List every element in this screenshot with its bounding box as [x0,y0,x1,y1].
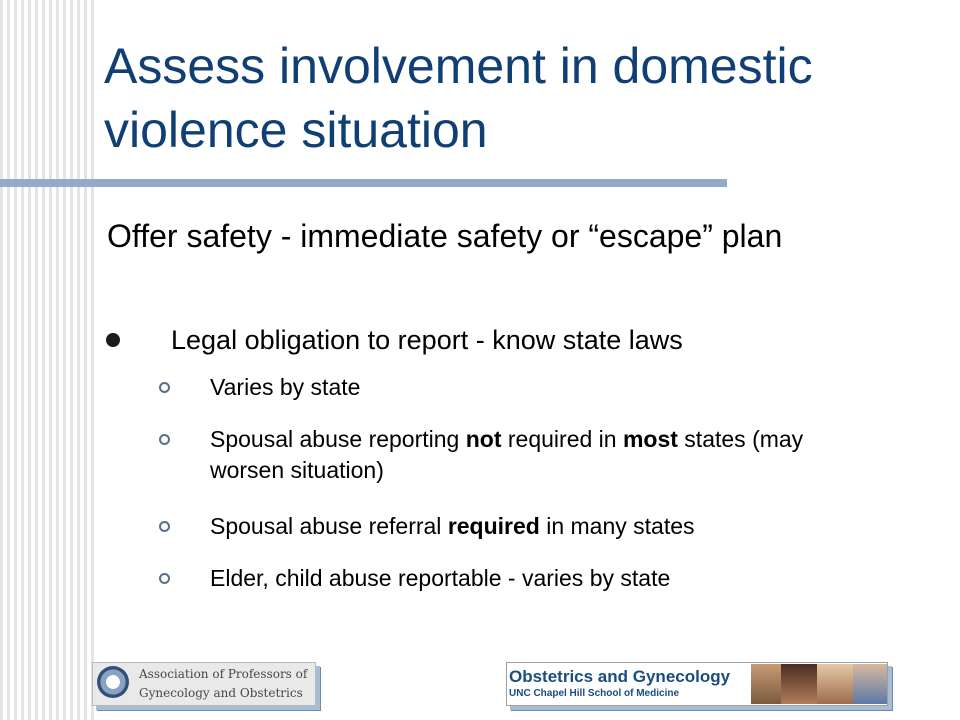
ring-bullet-icon [159,521,170,532]
logo-org-line1: Association of Professors of [139,667,308,681]
seal-icon [97,666,129,698]
sub-bullet-item [0,424,870,486]
unc-obgyn-logo [506,662,888,706]
slide-title: Assess involvement in domestic violence situation [104,38,813,158]
sub-bullet-list [0,372,960,615]
title-divider [0,179,727,187]
sub-bullet-text: Elder, child abuse reportable - varies by state [210,565,671,591]
sub-bullet-text: Spousal abuse referral required in many states [210,513,695,539]
ring-bullet-icon [159,573,170,584]
logo-title: Obstetrics and Gynecology [509,667,731,686]
bullet-text: Legal obligation to report - know state laws [171,325,683,355]
sub-bullet-text: Spousal abuse reporting not required in most states (may worsen situation) [210,426,804,483]
apgo-logo [92,662,316,706]
sub-bullet-item [0,563,870,594]
ring-bullet-icon [159,434,170,445]
bullet-dot-icon [106,333,120,347]
ring-bullet-icon [159,382,170,393]
logo-subtitle: UNC Chapel Hill School of Medicine [509,688,680,699]
sub-bullet-text: Varies by state [210,374,361,400]
bullet-item [0,320,960,360]
sub-bullet-item [0,372,870,403]
sub-bullet-item [0,511,870,542]
photo-collage-image [751,664,887,704]
logo-org-line2: Gynecology and Obstetrics [139,686,303,700]
main-point: Offer safety - immediate safety or “escape” plan [107,218,783,254]
bullet-list [0,320,960,360]
